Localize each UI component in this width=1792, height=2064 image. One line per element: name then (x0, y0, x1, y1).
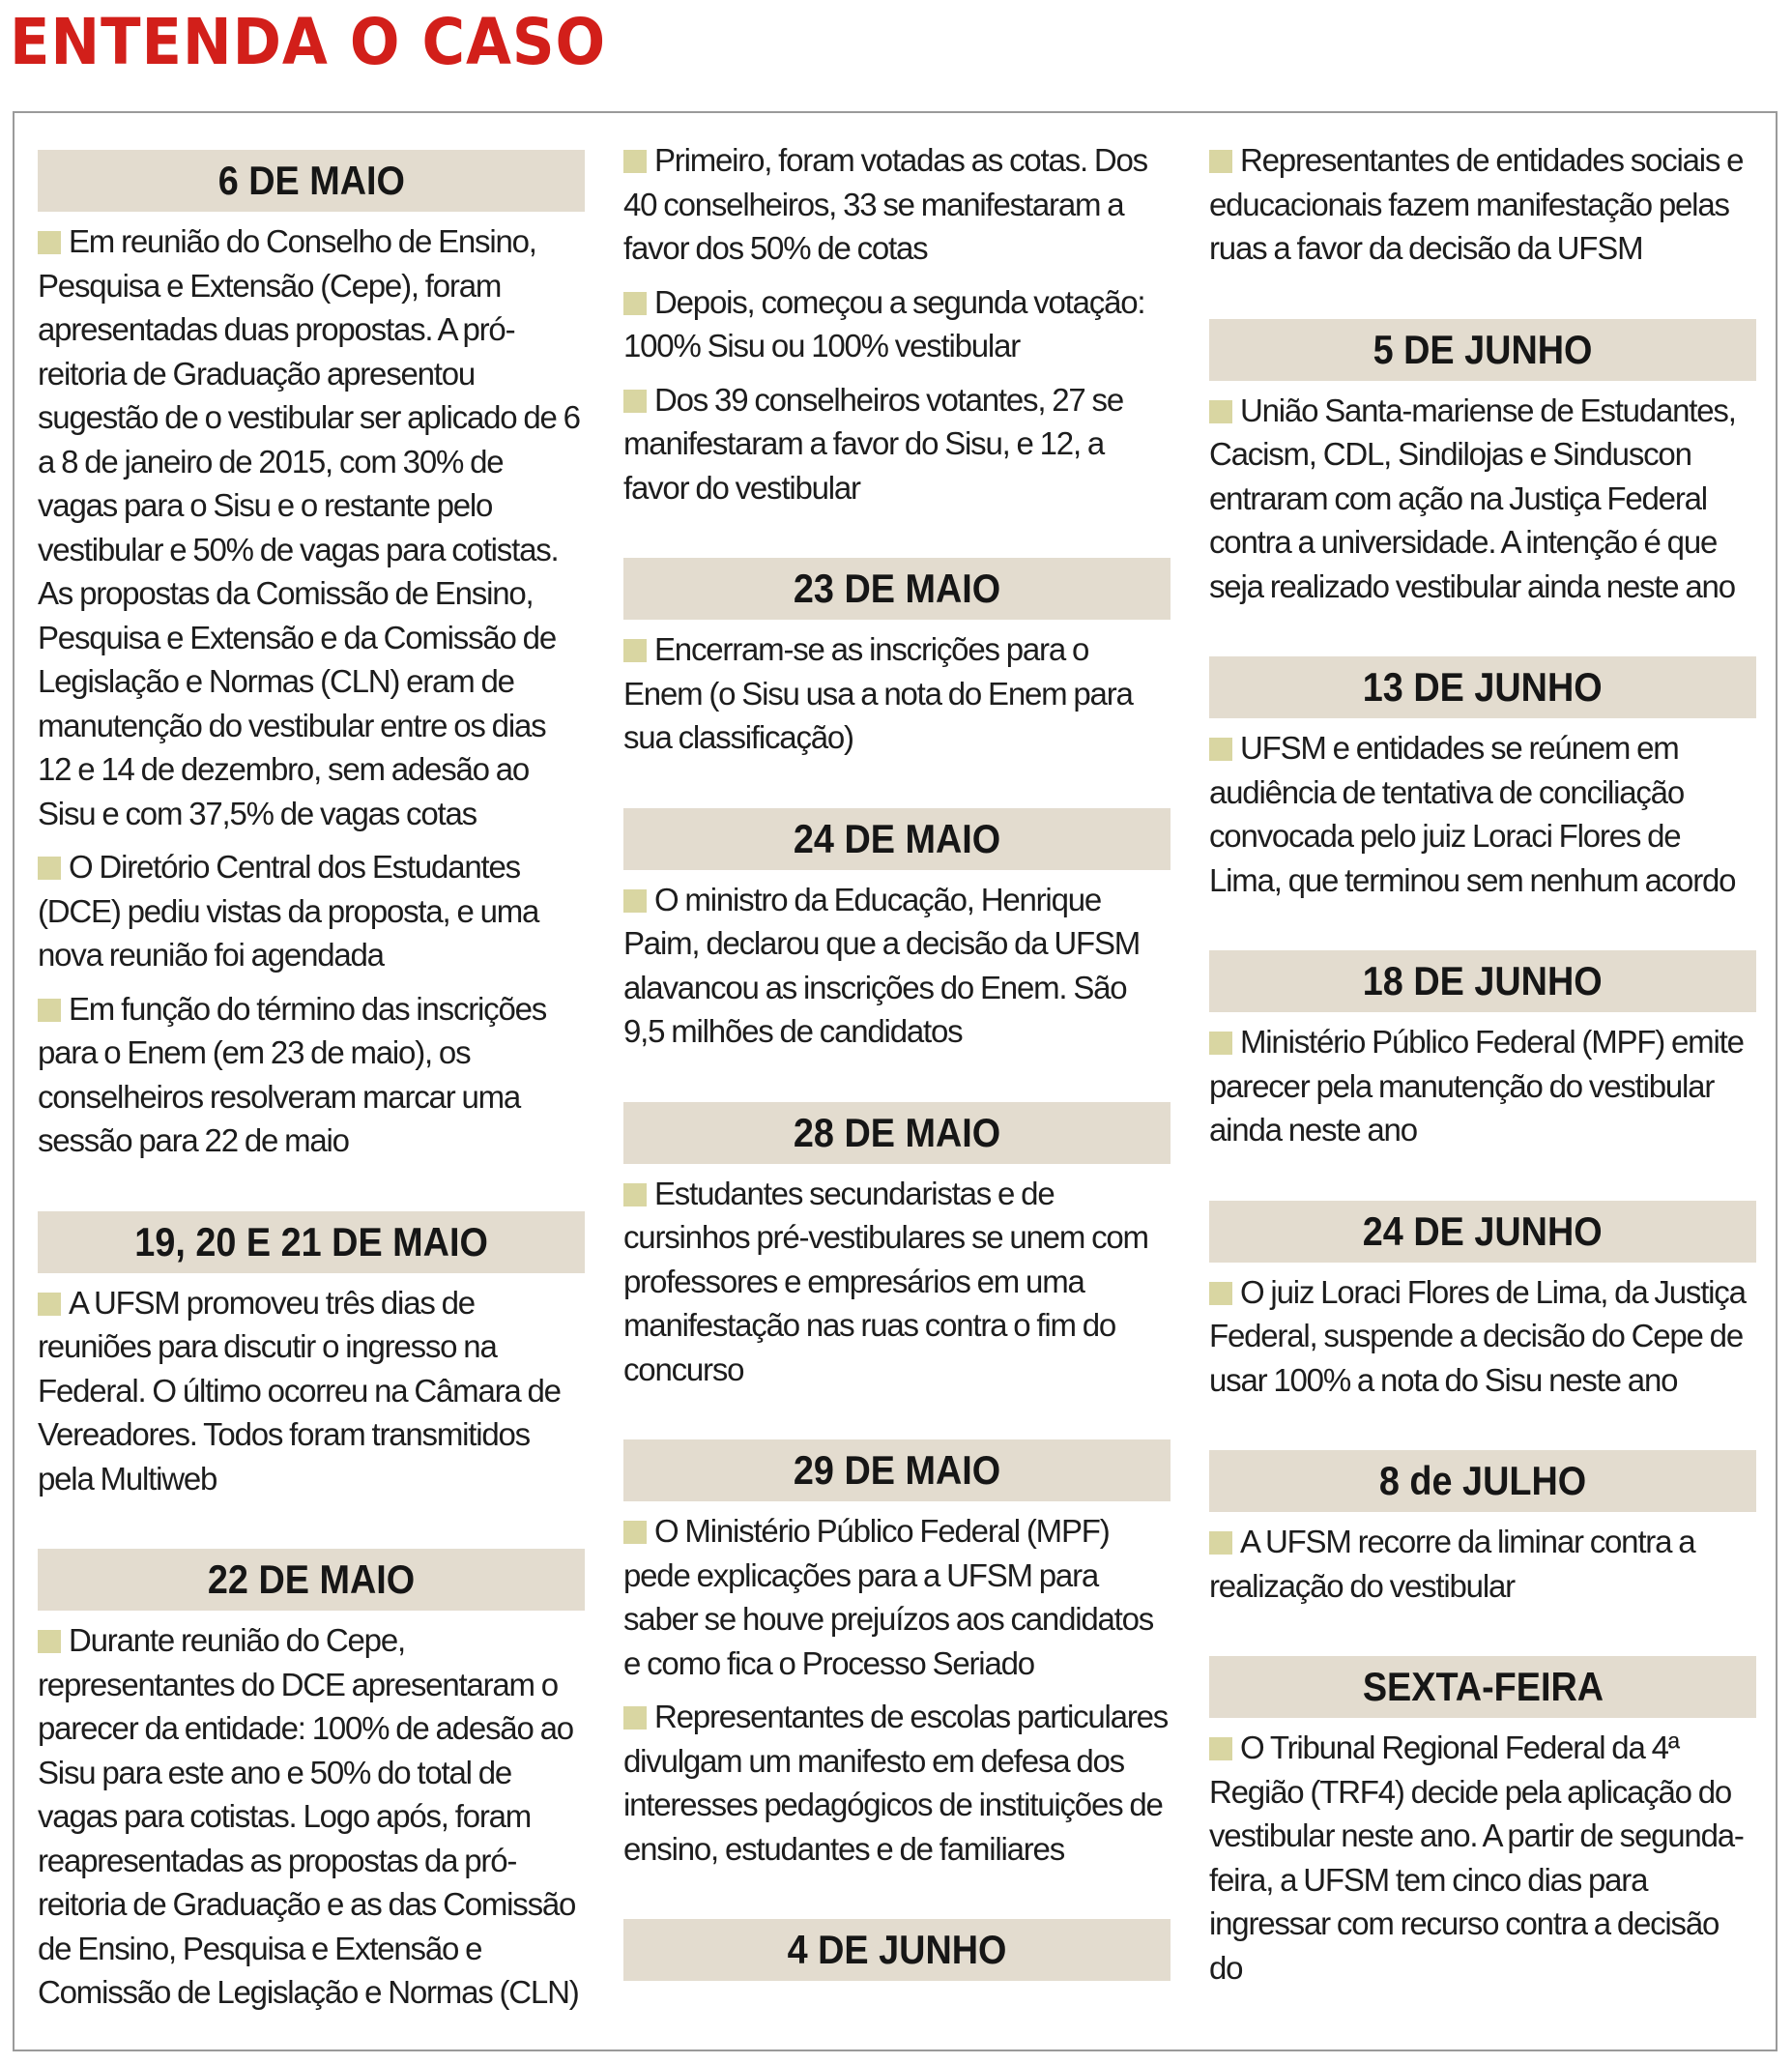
bullet-square-icon (1209, 150, 1232, 173)
paragraph: A UFSM recorre da liminar contra a realização do vestibular (1209, 1524, 1695, 1604)
section-29-maio (623, 1439, 1171, 1871)
bullet-square-icon (623, 1183, 647, 1206)
paragraph: Ministério Público Federal (MPF) emite parecer pela manutenção do vestibular ainda neste ano (1209, 1024, 1744, 1148)
bullet-square-icon (623, 889, 647, 913)
section-heading: 22 DE MAIO (38, 1549, 585, 1611)
section-28-maio (623, 1102, 1171, 1392)
section-heading: 23 DE MAIO (623, 558, 1171, 620)
bullet-square-icon (1209, 738, 1232, 761)
paragraph: Encerram-se as inscrições para o Enem (o Sisu usa a nota do Enem para sua classificação) (623, 631, 1133, 755)
section-19-20-21-maio (38, 1211, 585, 1501)
paragraph: União Santa-mariense de Estudantes, Cacism, CDL, Sindilojas e Sinduscon entraram com ação na Justiça Federal contra a universidade. A intenção é que seja realizado vestibular ainda neste ano (1209, 392, 1736, 604)
paragraph: UFSM e entidades se reúnem em audiência de tentativa de conciliação convocada pelo juiz Loraci Flores de Lima, que terminou sem nenhum acordo (1209, 730, 1736, 898)
paragraph: Estudantes secundaristas e de cursinhos pré-vestibulares se unem com professores e empresários em uma manifestação nas ruas contra o fim do concurso (623, 1175, 1148, 1387)
column-3 (1209, 142, 1756, 2038)
paragraph: O Ministério Público Federal (MPF) pede explicações para a UFSM para saber se houve prejuízos aos candidatos e como fica o Processo Seriado (623, 1513, 1154, 1681)
bullet-square-icon (38, 231, 61, 254)
section-heading: 6 DE MAIO (38, 150, 585, 212)
timeline-frame (13, 111, 1778, 2051)
section-4-junho (623, 1919, 1171, 1981)
page-title: ENTENDA O CASO (10, 5, 607, 79)
section-8-julho (1209, 1450, 1756, 1608)
bullet-square-icon (38, 1293, 61, 1316)
section-6-maio (38, 150, 585, 1163)
bullet-square-icon (623, 1521, 647, 1544)
paragraph: Representantes de escolas particulares divulgam um manifesto em defesa dos interesses pedagógicos de instituições de ensino, estudantes e de familiares (623, 1699, 1169, 1867)
paragraph: O juiz Loraci Flores de Lima, da Justiça Federal, suspende a decisão do Cepe de usar 100% a nota do Sisu neste ano (1209, 1273, 1746, 1398)
paragraph: O ministro da Educação, Henrique Paim, declarou que a decisão da UFSM alavancou as inscrições do Enem. São 9,5 milhões de candidatos (623, 881, 1141, 1049)
bullet-square-icon (1209, 1032, 1232, 1055)
section-heading: SEXTA-FEIRA (1209, 1656, 1756, 1718)
paragraph: Depois, começou a segunda votação: 100% Sisu ou 100% vestibular (623, 283, 1145, 363)
bullet-square-icon (623, 150, 647, 173)
section-heading: 18 DE JUNHO (1209, 950, 1756, 1012)
section-heading: 28 DE MAIO (623, 1102, 1171, 1164)
bullet-square-icon (1209, 1737, 1232, 1760)
section-13-junho (1209, 656, 1756, 902)
section-sexta-feira (1209, 1656, 1756, 1990)
section-heading: 24 DE JUNHO (1209, 1201, 1756, 1263)
bullet-square-icon (38, 999, 61, 1022)
paragraph: O Tribunal Regional Federal da 4ª Região (TRF4) decide pela aplicação do vestibular neste ano. A partir de segunda-feira, a UFSM tem cinco dias para ingressar com recurso contra a decisão do (1209, 1730, 1744, 1986)
section-heading: 13 DE JUNHO (1209, 656, 1756, 718)
section-heading: 19, 20 E 21 DE MAIO (38, 1211, 585, 1273)
bullet-square-icon (623, 1706, 647, 1730)
section-24-junho (1209, 1201, 1756, 1403)
paragraph: Em reunião do Conselho de Ensino, Pesquisa e Extensão (Cepe), foram apresentadas duas propostas. A pró-reitoria de Graduação apresentou sugestão de o vestibular ser aplicado de 6 a 8 de janeiro de 2015, com 30% de vagas para o Sisu e o restante pelo vestibular e 50% de vagas para cotistas. As propostas da Comissão de Ensino, Pesquisa e Extensão e da Comissão de Legislação e Normas (CLN) eram de manutenção do vestibular entre os dias 12 e 14 de dezembro, sem adesão ao Sisu e com 37,5% de vagas cotas (38, 223, 580, 831)
paragraph: Primeiro, foram votadas as cotas. Dos 40 conselheiros, 33 se manifestaram a favor dos 50% de cotas (623, 142, 1147, 266)
bullet-square-icon (1209, 1531, 1232, 1555)
paragraph: Durante reunião do Cepe, representantes do DCE apresentaram o parecer da entidade: 100% de adesão ao Sisu para este ano e 50% do total de vagas para cotistas. Logo após, foram reapresentadas as propostas da pró-reitoria de Graduação e as das Comissão de Ensino, Pesquisa e Extensão e Comissão de Legislação e Normas (CLN) (38, 1622, 579, 2010)
paragraph: Representantes de entidades sociais e educacionais fazem manifestação pelas ruas a favor da decisão da UFSM (1209, 142, 1744, 266)
bullet-square-icon (1209, 400, 1232, 423)
section-heading: 29 DE MAIO (623, 1439, 1171, 1501)
paragraph: Dos 39 conselheiros votantes, 27 se manifestaram a favor do Sisu, e 12, a favor do vestibular (623, 381, 1123, 506)
bullet-square-icon (38, 857, 61, 880)
paragraph: Em função do término das inscrições para o Enem (em 23 de maio), os conselheiros resolveram marcar uma sessão para 22 de maio (38, 990, 547, 1158)
section-24-maio (623, 808, 1171, 1054)
bullet-square-icon (623, 292, 647, 315)
section-heading: 5 DE JUNHO (1209, 319, 1756, 381)
column-1 (38, 150, 585, 2051)
column-2 (623, 142, 1171, 2029)
section-22-maio (38, 1549, 585, 2015)
section-23-maio (623, 558, 1171, 760)
bullet-square-icon (1209, 1282, 1232, 1305)
bullet-square-icon (38, 1630, 61, 1653)
section-heading: 4 DE JUNHO (623, 1919, 1171, 1981)
section-heading: 24 DE MAIO (623, 808, 1171, 870)
paragraph: A UFSM promoveu três dias de reuniões para discutir o ingresso na Federal. O último ocorreu na Câmara de Vereadores. Todos foram transmitidos pela Multiweb (38, 1284, 561, 1497)
bullet-square-icon (623, 639, 647, 662)
section-22-maio-continued (623, 138, 1171, 509)
bullet-square-icon (623, 390, 647, 413)
section-heading: 8 de JULHO (1209, 1450, 1756, 1512)
section-4-junho-continued (1209, 138, 1756, 271)
paragraph: O Diretório Central dos Estudantes (DCE) pediu vistas da proposta, e uma nova reunião foi agendada (38, 849, 539, 973)
section-5-junho (1209, 319, 1756, 609)
section-18-junho (1209, 950, 1756, 1152)
